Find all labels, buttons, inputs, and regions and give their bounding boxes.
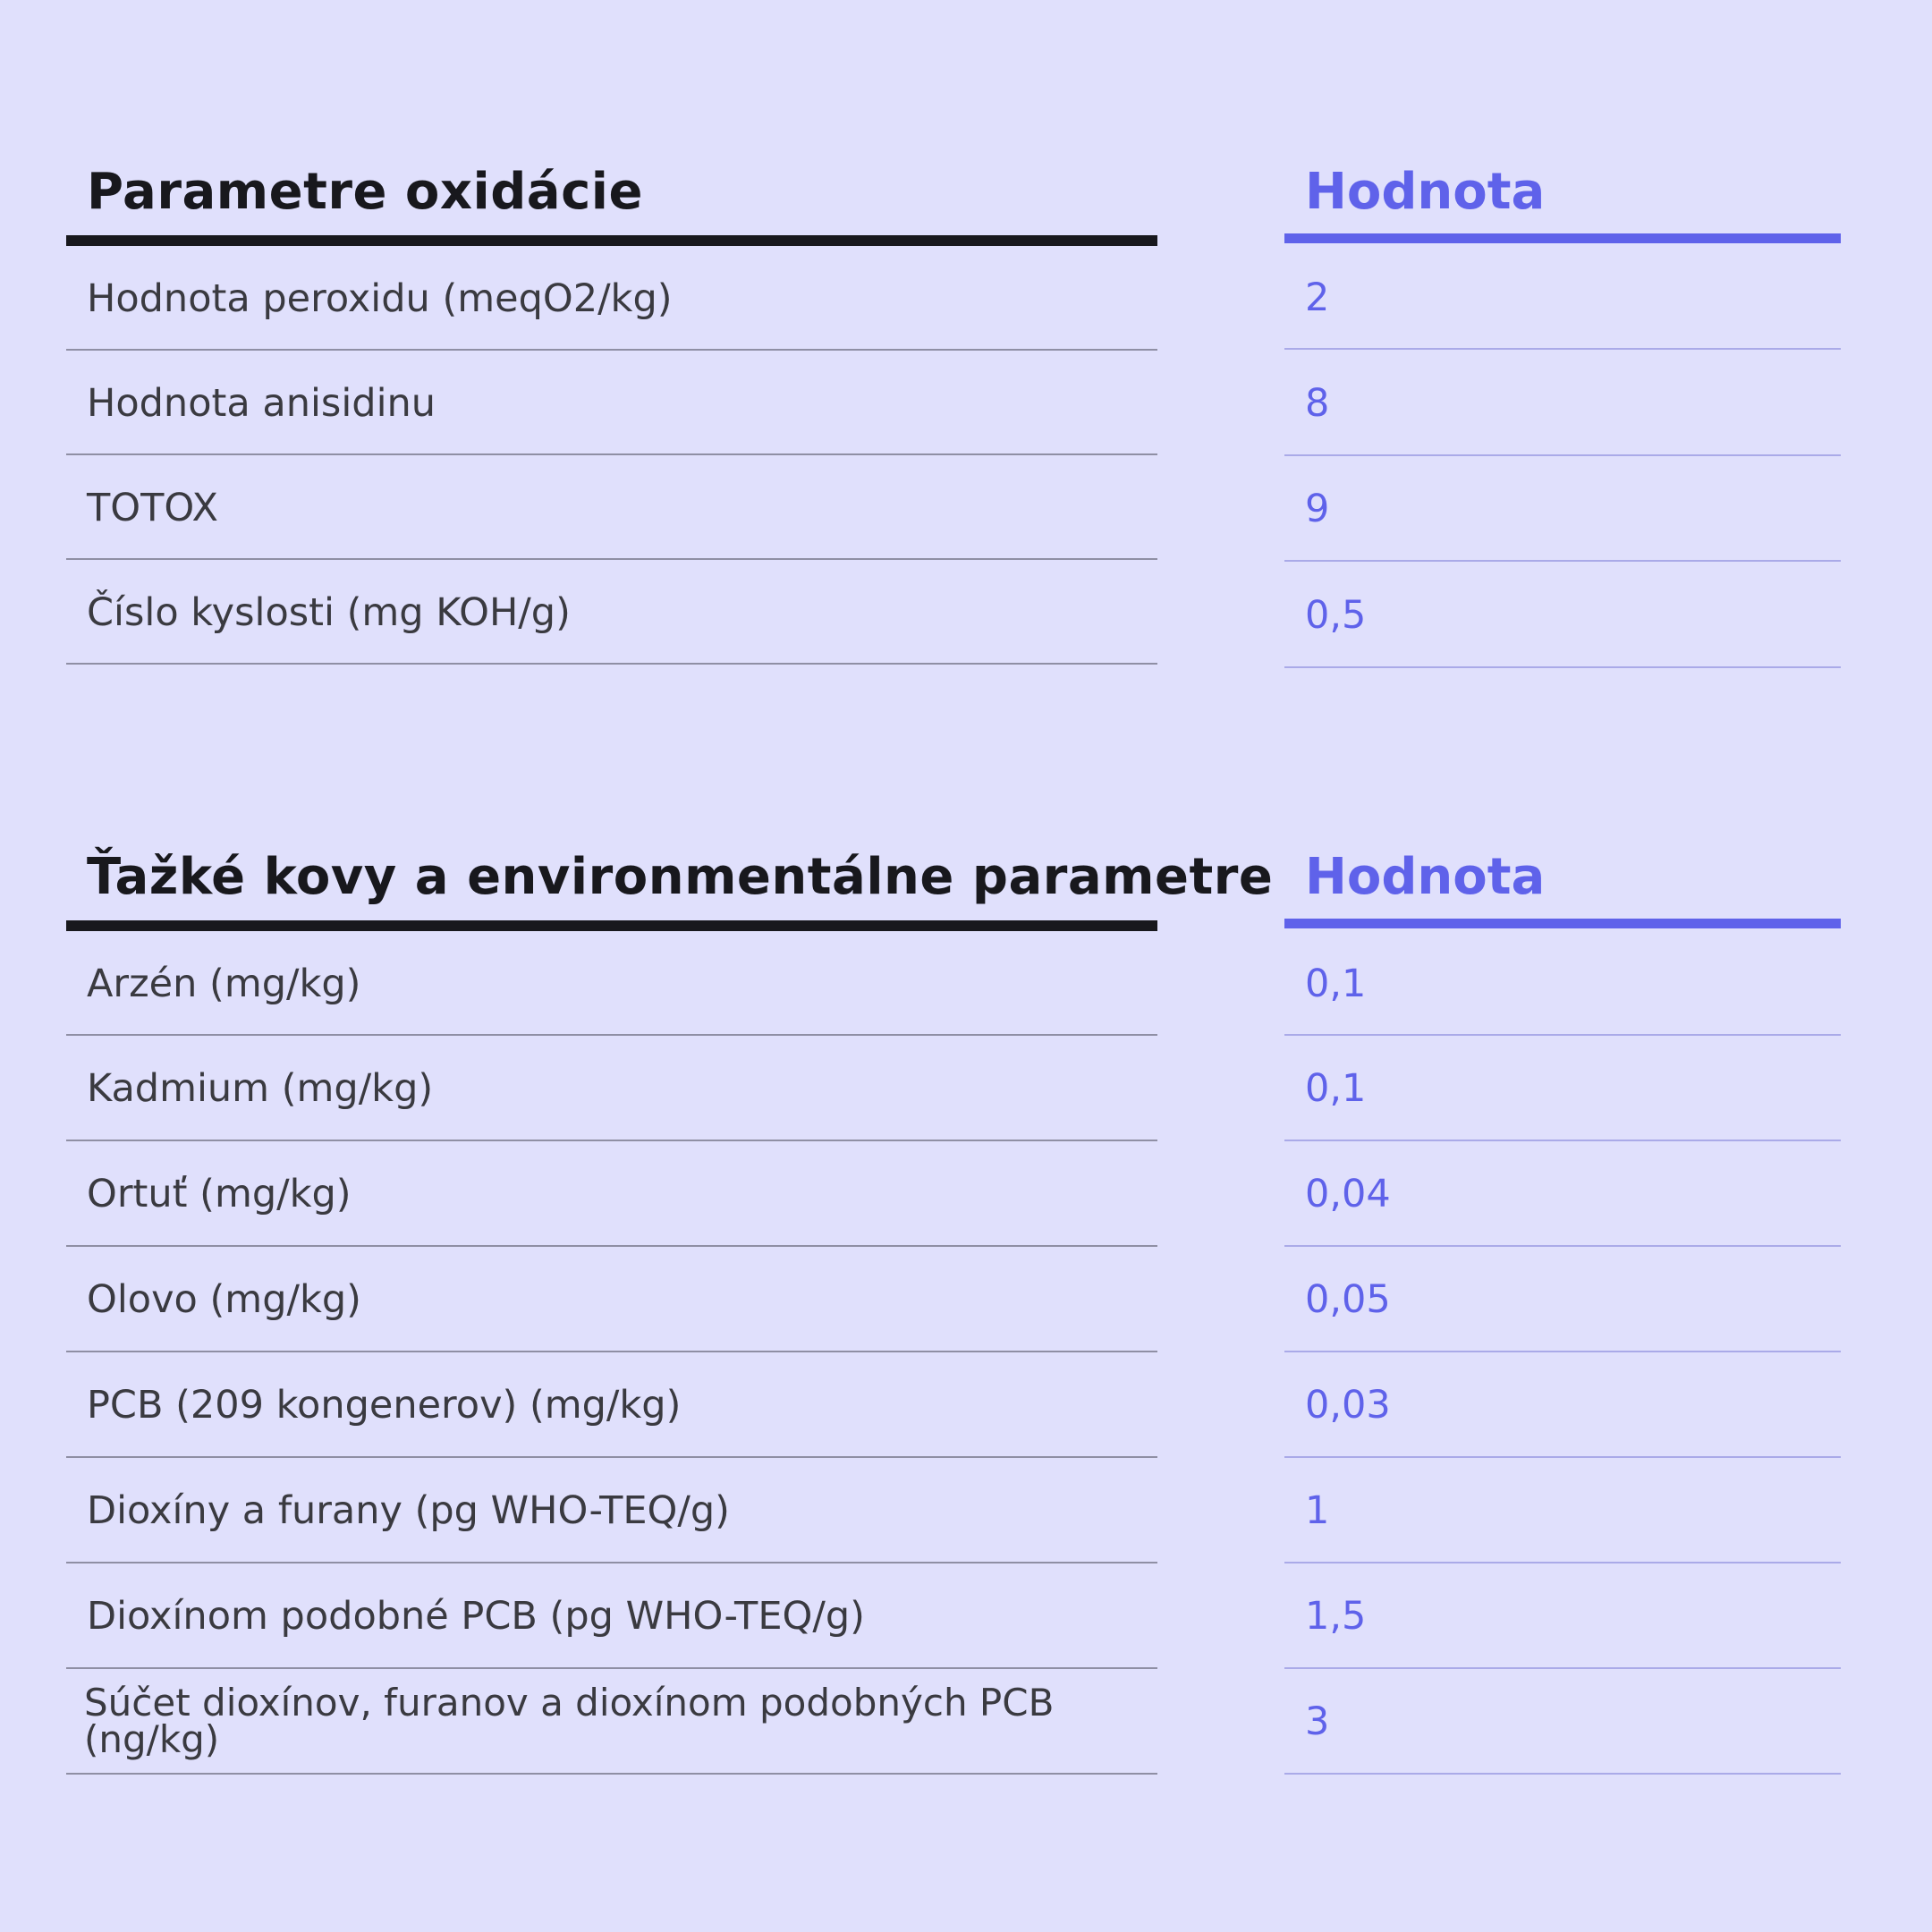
heavy-metals-table-title: Ťažké kovy a environmentálne parametre	[87, 848, 1274, 906]
value-column-header	[1284, 842, 1841, 931]
table-row	[1284, 1563, 1841, 1669]
parameter-label: Dioxínom podobné PCB (pg WHO-TEQ/g)	[87, 1594, 865, 1640]
table-row	[66, 1247, 1157, 1352]
parameter-label: Ortuť (mg/kg)	[87, 1172, 352, 1217]
value-column-header	[1284, 157, 1841, 246]
value-column-title: Hodnota	[1305, 163, 1546, 221]
parameter-value: 8	[1305, 380, 1330, 426]
table-row	[66, 351, 1157, 455]
header-divider	[66, 920, 1157, 931]
parameter-label: Dioxíny a furany (pg WHO-TEQ/g)	[87, 1488, 730, 1534]
parameter-value: 0,1	[1305, 1066, 1367, 1112]
parameter-label: Arzén (mg/kg)	[87, 961, 361, 1006]
parameter-value: 0,5	[1305, 592, 1367, 638]
oxidation-table-title: Parametre oxidácie	[87, 163, 643, 221]
header-divider	[1284, 919, 1841, 928]
parameter-label: PCB (209 kongenerov) (mg/kg)	[87, 1383, 682, 1428]
parameter-value: 1	[1305, 1488, 1330, 1534]
heavy-metals-parameter-column	[66, 842, 1274, 1775]
table-row	[66, 1563, 1157, 1669]
table-row	[66, 246, 1157, 351]
oxidation-table-header	[66, 157, 1157, 246]
parameter-label: Číslo kyslosti (mg KOH/g)	[87, 589, 571, 635]
table-row	[1284, 1669, 1841, 1775]
oxidation-value-column	[1284, 157, 1841, 668]
parameter-label: Olovo (mg/kg)	[87, 1277, 361, 1323]
parameter-label: Kadmium (mg/kg)	[87, 1066, 434, 1112]
table-row	[1284, 1036, 1841, 1141]
parameter-value: 0,05	[1305, 1277, 1391, 1323]
parameter-value: 0,04	[1305, 1172, 1391, 1217]
table-row	[66, 1352, 1157, 1458]
parameter-value: 9	[1305, 487, 1330, 532]
parameter-label: TOTOX	[87, 485, 218, 530]
table-row	[1284, 456, 1841, 562]
parameter-value: 3	[1305, 1699, 1330, 1745]
table-row	[66, 1669, 1157, 1775]
table-row	[1284, 1247, 1841, 1352]
table-row	[1284, 1352, 1841, 1458]
table-row	[66, 455, 1157, 560]
header-divider	[66, 235, 1157, 246]
value-column-title: Hodnota	[1305, 848, 1546, 906]
parameter-value: 2	[1305, 275, 1330, 321]
oxidation-parameter-column	[66, 157, 1157, 665]
table-row	[1284, 931, 1841, 1036]
table-row	[1284, 1141, 1841, 1247]
parameter-value: 1,5	[1305, 1594, 1367, 1640]
parameter-label: Hodnota peroxidu (meqO2/kg)	[87, 275, 673, 321]
parameter-value: 0,03	[1305, 1383, 1391, 1428]
parameter-label: Súčet dioxínov, furanov a dioxínom podobných PCB (ng/kg)	[84, 1680, 1055, 1761]
table-row	[1284, 1458, 1841, 1563]
table-row	[66, 931, 1157, 1036]
table-row	[1284, 562, 1841, 668]
header-divider	[1284, 233, 1841, 243]
table-row	[66, 1036, 1157, 1141]
heavy-metals-value-column	[1284, 842, 1841, 1775]
table-row	[1284, 350, 1841, 456]
heavy-metals-table-header	[66, 842, 1274, 931]
parameter-label: Hodnota anisidinu	[87, 380, 436, 426]
table-row	[66, 1458, 1157, 1563]
table-row	[66, 560, 1157, 665]
parameter-value: 0,1	[1305, 961, 1367, 1006]
table-row	[66, 1141, 1157, 1247]
table-row	[1284, 246, 1841, 350]
